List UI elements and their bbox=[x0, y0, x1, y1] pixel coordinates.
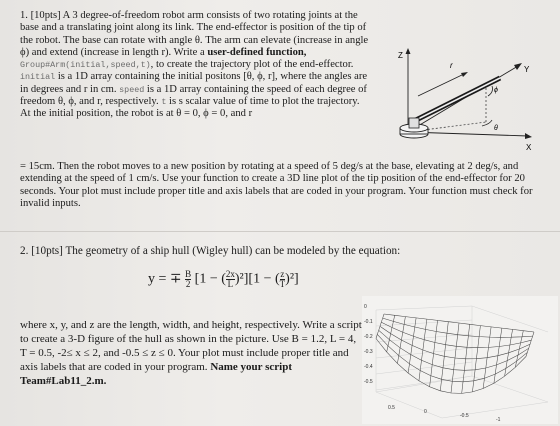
z-tick-label: -0.4 bbox=[364, 364, 373, 370]
z-tick-label: -0.1 bbox=[364, 319, 373, 325]
wigley-equation: y = ∓ $\frac{B}{2}$ [1 − ( $\frac{2x}{L}$ )²][1 − ( $\frac{z}{T}$ )²] bbox=[148, 269, 299, 289]
phi-label: ϕ bbox=[494, 87, 498, 94]
z-tick-label: -0.3 bbox=[364, 349, 373, 355]
x-tick-label: -0.5 bbox=[460, 413, 469, 419]
theta-label: θ bbox=[494, 125, 498, 132]
question-1-continuation: = 15cm. Then the robot moves to a new position by rotating at a speed of 5 deg/s at the base, elevating at 2 deg/s, and extending at the speed of 1 cm/s. Use your function to create a 3D line plot of the tip position of the end-effector for 20 seconds. Your plot must include proper title and axis labels that are coded in your program. Your function must check for invalid inputs. bbox=[20, 161, 533, 209]
x-axis-label: X bbox=[526, 143, 532, 152]
x-tick-label: -1 bbox=[496, 417, 501, 423]
question-2-body: where x, y, and z are the length, width, and height, respectively. Write a script to create a 3-D figure of the hull as shown in the picture. Use B = 1.2, L = 4, T = 0.5, -2≤ x ≤ 2, and -0.5 ≤ z ≤ 0. Your plot must include proper title and axis labels that are coded in your program. Name your script Team#Lab11_2.m. bbox=[20, 319, 362, 387]
r-label: r bbox=[450, 61, 453, 70]
robot-arm-figure bbox=[378, 44, 548, 162]
y-axis-label: Y bbox=[524, 65, 530, 74]
hull-3d-plot bbox=[362, 296, 558, 424]
x-tick-label: 0.5 bbox=[388, 405, 395, 411]
x-tick-label: 0 bbox=[424, 409, 427, 415]
section-divider bbox=[0, 231, 560, 232]
z-axis-label: Z bbox=[398, 51, 403, 60]
z-tick-label: 0 bbox=[364, 304, 367, 310]
question-2-heading: 2. [10pts] The geometry of a ship hull (Wigley hull) can be modeled by the equation: bbox=[20, 245, 401, 257]
z-tick-label: -0.5 bbox=[364, 379, 373, 385]
question-1-text: 1. [10pts] A 3 degree-of-freedom robot arm consists of two rotating joints at the base and a translating joint along its link. The end-effector is position of the tip of the robot. The base can rotate with angle θ. The arm can elevate (increase in angle ϕ) and extend (increase in length r). Write a user-defined function, Group#Arm(initial,speed,t), to create the trajectory plot of the end-effector. initial is a 1D array containing the initial positons [θ, ϕ, r], where the angles are in degrees and r in cm. speed is a 1D array containing the speed of each degree of freedom θ, ϕ, and r, respectively. t is s scalar value of time to plot the trajectory. At the initial position, the robot is at θ = 0, ϕ = 0, and r bbox=[20, 10, 369, 120]
z-tick-label: -0.2 bbox=[364, 334, 373, 340]
